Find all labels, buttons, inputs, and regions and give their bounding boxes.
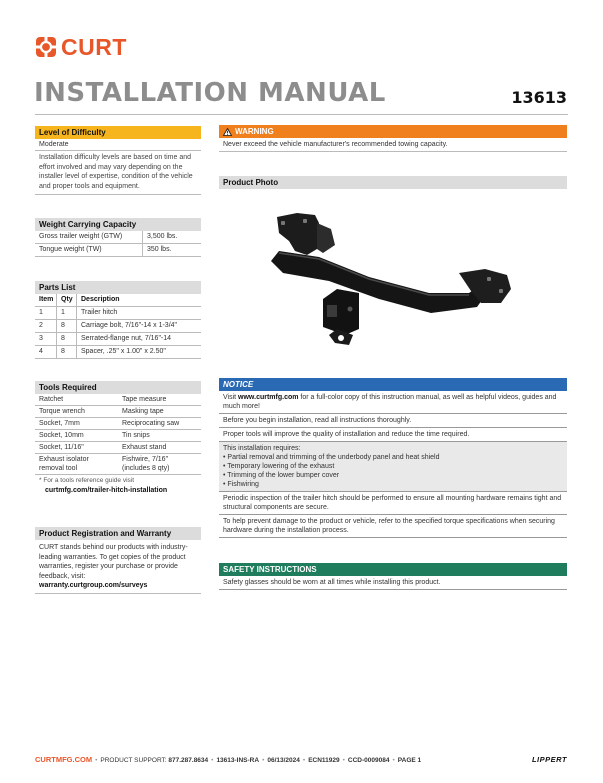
tools-section [35, 381, 201, 495]
notice-visit-post: for a full-color copy of this instruction manual, as well as helpful videos, guides and much more! [223, 394, 557, 410]
footer-doc-number: 13613-INS-RA [216, 757, 260, 764]
tool-item: Exhaust stand [118, 442, 201, 454]
capacity-section [35, 218, 201, 257]
parts-row [35, 346, 201, 359]
lippert-logo: LIPPERT [531, 755, 567, 764]
page-title: INSTALLATION MANUAL [34, 78, 386, 108]
tool-item: Socket, 11/16" [35, 442, 118, 454]
list-item: • Temporary lowering of the exhaust [223, 462, 563, 471]
tools-grid [35, 394, 201, 475]
parts-heading: Parts List [35, 281, 201, 294]
capacity-label: Tongue weight (TW) [35, 244, 143, 256]
difficulty-section [35, 126, 201, 195]
warning-section [219, 125, 567, 152]
tools-link[interactable]: curtmfg.com/trailer-hitch-installation [45, 486, 168, 494]
parts-section [35, 281, 201, 359]
tool-item: Tin snips [118, 430, 201, 442]
parts-row [35, 307, 201, 320]
notice-requires-list [223, 453, 563, 489]
notice-section [219, 378, 567, 538]
capacity-value: 3,500 lbs. [147, 233, 178, 240]
tool-item: Torque wrench [35, 406, 118, 418]
curt-logo-icon [35, 36, 57, 58]
parts-item: 1 [35, 307, 57, 319]
difficulty-heading: Level of Difficulty [35, 126, 201, 139]
list-item: • Fishwiring [223, 480, 563, 489]
safety-heading: SAFETY INSTRUCTIONS [219, 563, 567, 576]
notice-periodic: Periodic inspection of the trailer hitch should be performed to ensure all mounting hardware remains tight and structural components are secure. [219, 492, 567, 515]
curt-logo [35, 36, 127, 58]
parts-header-row [35, 294, 201, 307]
tool-item: Exhaust isolator removal tool [35, 454, 118, 475]
tools-note: * For a tools reference guide visit [39, 477, 135, 484]
footer-ecn: ECN11929 [308, 757, 340, 764]
capacity-row [35, 244, 201, 257]
trailer-hitch-image [219, 189, 567, 349]
footer: CURTMFG.COM • PRODUCT SUPPORT: 877.287.8634 • 13613-INS-RA • 06/13/2024 • ECN11929 • CCD-0009084 • PAGE 1 [35, 755, 422, 764]
footer-support-phone: 877.287.8634 [168, 757, 209, 764]
parts-item: 3 [35, 333, 57, 345]
capacity-row [35, 231, 201, 244]
difficulty-description: Installation difficulty levels are based on time and effort involved and may vary depending on the installer level of expertise, condition of the vehicle and proper tools and equipment. [35, 153, 201, 195]
capacity-label: Gross trailer weight (GTW) [35, 231, 143, 243]
parts-qty: 1 [57, 307, 77, 319]
parts-qty: 8 [57, 333, 77, 345]
tool-item: Socket, 10mm [35, 430, 118, 442]
tool-item: Socket, 7mm [35, 418, 118, 430]
footer-site-link[interactable]: CURTMFG.COM [35, 755, 93, 764]
warning-text: Never exceed the vehicle manufacturer's recommended towing capacity. [219, 138, 567, 152]
notice-requires-heading: This installation requires: [223, 445, 301, 452]
tool-item: Masking tape [118, 406, 201, 418]
notice-visit [219, 391, 567, 414]
tools-heading: Tools Required [35, 381, 201, 394]
registration-text: CURT stands behind our products with industry-leading warranties. To get copies of the product warranties, register your purchase or provide feedback, visit: [39, 544, 188, 580]
notice-visit-pre: Visit [223, 394, 239, 401]
photo-heading: Product Photo [219, 176, 567, 189]
parts-col-item: Item [35, 294, 57, 306]
warning-banner [219, 125, 567, 138]
list-item: • Partial removal and trimming of the underbody panel and heat shield [223, 453, 563, 462]
header-divider [35, 114, 568, 115]
part-number: 13613 [511, 88, 567, 107]
registration-section [35, 527, 201, 594]
capacity-heading: Weight Carrying Capacity [35, 218, 201, 231]
notice-torque: To help prevent damage to the product or vehicle, refer to the specified torque specifications when securing hardware during the installation process. [219, 515, 567, 538]
registration-heading: Product Registration and Warranty [35, 527, 201, 540]
parts-col-qty: Qty [57, 294, 77, 306]
notice-requires [219, 442, 567, 492]
safety-text: Safety glasses should be worn at all times while installing this product. [219, 576, 567, 590]
difficulty-level: Moderate [35, 139, 201, 151]
warning-icon [223, 128, 232, 136]
footer-date: 06/13/2024 [267, 757, 300, 764]
notice-visit-link[interactable]: www.curtmfg.com [238, 394, 299, 401]
parts-desc: Trailer hitch [81, 309, 118, 316]
parts-row [35, 333, 201, 346]
photo-section [219, 176, 567, 349]
tool-item: Ratchet [35, 394, 118, 406]
parts-desc: Serrated-flange nut, 7/16"-14 [81, 335, 172, 342]
tool-item: Fishwire, 7/16" (includes 8 qty) [118, 454, 201, 475]
footer-page: PAGE 1 [397, 757, 422, 764]
parts-item: 2 [35, 320, 57, 332]
notice-proper: Proper tools will improve the quality of installation and reduce the time required. [219, 428, 567, 442]
footer-support-label: PRODUCT SUPPORT: [100, 757, 167, 764]
capacity-value: 350 lbs. [147, 246, 172, 253]
registration-link[interactable]: warranty.curtgroup.com/surveys [35, 581, 201, 594]
safety-section [219, 563, 567, 590]
parts-item: 4 [35, 346, 57, 358]
parts-col-description: Description [81, 296, 120, 303]
parts-desc: Spacer, .25" x 1.00" x 2.50" [81, 348, 166, 355]
parts-qty: 8 [57, 346, 77, 358]
parts-desc: Carriage bolt, 7/16"-14 x 1-3/4" [81, 322, 178, 329]
parts-qty: 8 [57, 320, 77, 332]
brand-name: CURT [61, 34, 127, 60]
warning-heading: WARNING [235, 127, 274, 136]
parts-row [35, 320, 201, 333]
tool-item: Tape measure [118, 394, 201, 406]
notice-read: Before you begin installation, read all instructions thoroughly. [219, 414, 567, 428]
notice-heading: NOTICE [219, 378, 567, 391]
list-item: • Trimming of the lower bumper cover [223, 471, 563, 480]
tool-item: Reciprocating saw [118, 418, 201, 430]
footer-ccd: CCD-0009084 [347, 757, 390, 764]
